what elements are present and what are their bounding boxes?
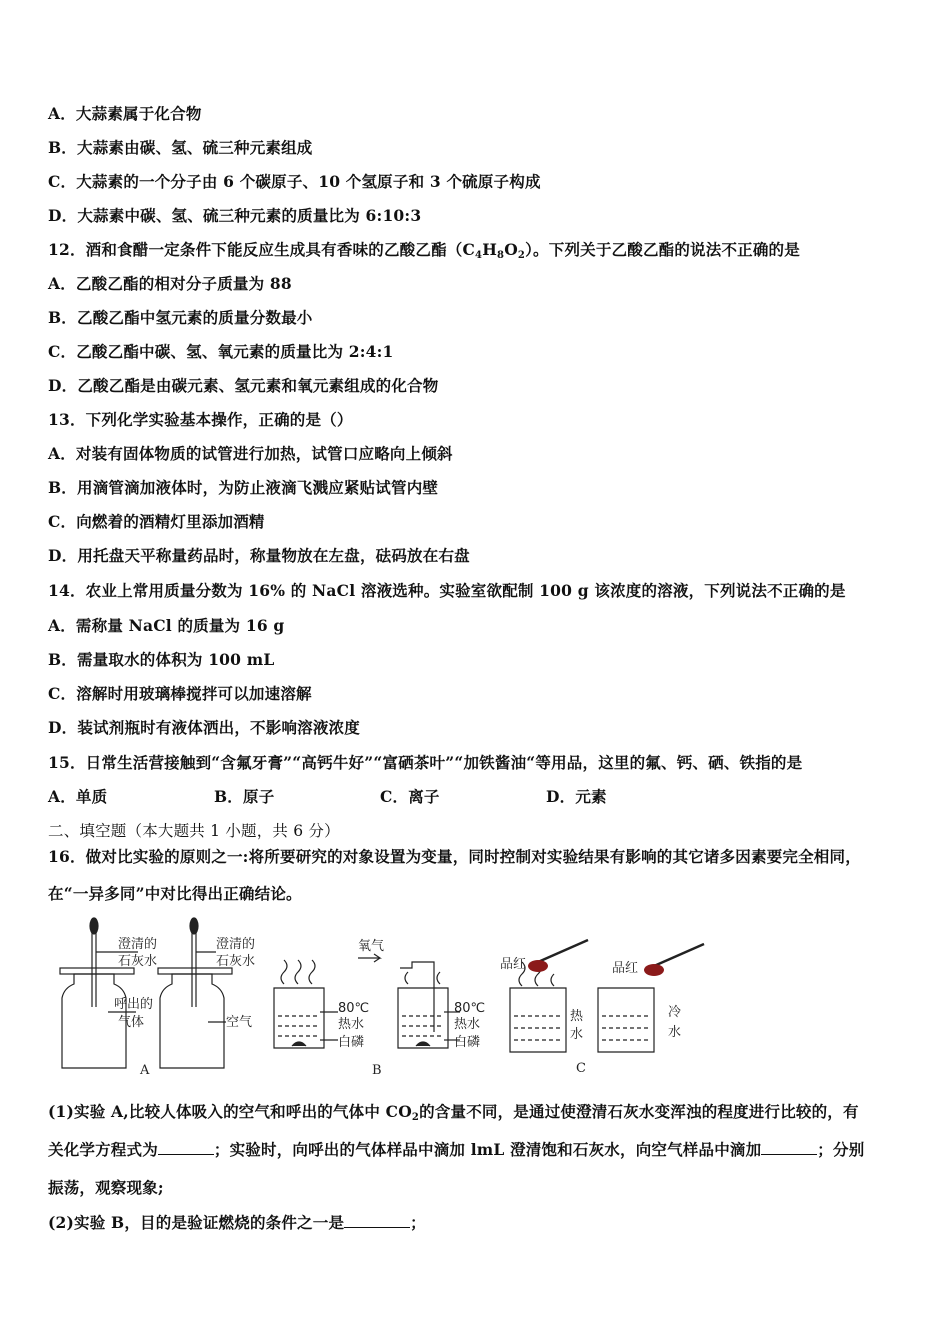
q12-option-c: C．乙酸乙酯中碳、氢、氧元素的质量比为 2:4:1 [48, 342, 394, 361]
q15-option-d: D．元素 [546, 787, 607, 806]
label-whitep-2: 白磷 [454, 1035, 481, 1050]
caption-c: C [576, 1061, 586, 1076]
q15-options [48, 785, 712, 807]
label-hot-2: 水 [570, 1027, 584, 1042]
dropper-bulb-1 [90, 918, 98, 934]
label-pinkdye-1: 品红 [500, 957, 527, 972]
oxygen-tube [400, 962, 434, 1032]
q16-part1-line2: 关化学方程式为 ；实验时，向呼出的气体样品中滴加 lmL 澄清饱和石灰水，向空气样品中滴加 ；分别 [48, 1140, 865, 1159]
q15-option-a: A．单质 [48, 787, 108, 806]
pink-dye-1 [528, 960, 548, 972]
arrow-icon [358, 954, 380, 962]
label-air: 空气 [226, 1015, 253, 1030]
q15-option-b: B．原子 [214, 787, 275, 806]
q11-option-a: A．大蒜素属于化合物 [48, 104, 202, 123]
q13-option-b: B．用滴管滴加液体时，为防止液滴飞溅应紧贴试管内壁 [48, 478, 439, 497]
q14-option-a: A．需称量 NaCl 的质量为 16 g [48, 616, 285, 635]
q16-stem-line1: 16．做对比实验的原则之一:将所要研究的对象设置为变量，同时控制对实验结果有影响的其它诸多因素要完全相同， [48, 847, 861, 866]
beaker-cold-water [598, 988, 654, 1052]
q14-stem: 14．农业上常用质量分数为 16% 的 NaCl 溶液选种。实验室欲配制 100 g 该浓度的溶液，下列说法不正确的是 [48, 581, 846, 600]
dropper-bulb-2 [190, 918, 198, 934]
label-temp-2: 80℃ [454, 1001, 486, 1016]
q13-option-c: C．向燃着的酒精灯里添加酒精 [48, 512, 265, 531]
caption-a: A [140, 1063, 150, 1078]
q12-option-b: B．乙酸乙酯中氢元素的质量分数最小 [48, 308, 313, 327]
label-cold-2: 水 [668, 1025, 682, 1040]
q11-option-b: B．大蒜素由碳、氢、硫三种元素组成 [48, 138, 313, 157]
beaker-b1 [274, 988, 324, 1048]
section-heading: 二、填空题（本大题共 1 小题，共 6 分） [48, 822, 340, 840]
q14-option-b: B．需量取水的体积为 100 mL [48, 650, 275, 669]
q13-stem: 13．下列化学实验基本操作，正确的是（） [48, 410, 353, 429]
label-hotwater-2: 热水 [454, 1017, 481, 1032]
gas-bottle-exhaled [62, 974, 126, 1068]
pink-dye-2 [644, 964, 664, 976]
label-exhaled-2: 气体 [118, 1015, 145, 1030]
q13-option-a: A．对装有固体物质的试管进行加热，试管口应略向上倾斜 [48, 444, 453, 463]
white-phosphorus-b2 [416, 1042, 430, 1046]
spoon-2 [654, 944, 704, 966]
q12-option-a: A．乙酸乙酯的相对分子质量为 88 [48, 274, 292, 293]
label-limewater-1b: 石灰水 [118, 954, 158, 969]
q15-stem: 15．日常生活营接触到“含氟牙膏”“高钙牛好”“富硒茶叶”“加铁酱油“等用品，这里的氟、钙、硒、铁指的是 [48, 753, 803, 772]
experiment-figure [48, 912, 748, 1082]
label-limewater-1: 澄清的 [118, 937, 158, 952]
label-temp-1: 80℃ [338, 1001, 370, 1016]
answer-blank-air-sample[interactable] [761, 1140, 817, 1155]
beaker-hot-water [510, 988, 566, 1052]
steam-b1 [281, 960, 315, 984]
q12-option-d: D．乙酸乙酯是由碳元素、氢元素和氧元素组成的化合物 [48, 376, 439, 395]
spoon-1 [538, 940, 588, 962]
label-exhaled-1: 呼出的 [114, 997, 154, 1012]
q16-part1-line1: (1)实验 A,比较人体吸入的空气和呼出的气体中 $CO_2$的含量不同，是通过使澄清石灰水变浑浊的程度进行比较的，有 [48, 1102, 859, 1123]
q14-option-c: C．溶解时用玻璃棒搅拌可以加速溶解 [48, 684, 312, 703]
q11-option-c: C．大蒜素的一个分子由 6 个碳原子、10 个氢原子和 3 个硫原子构成 [48, 172, 541, 191]
q16-part1-line3: 振荡，观察现象; [48, 1178, 164, 1197]
label-limewater-2: 澄清的 [216, 937, 256, 952]
answer-blank-combustion[interactable] [344, 1213, 410, 1228]
label-hotwater-1: 热水 [338, 1017, 365, 1032]
q14-option-d: D．装试剂瓶时有液体洒出，不影响溶液浓度 [48, 718, 360, 737]
label-cold-1: 冷 [668, 1005, 682, 1020]
label-oxygen: 氧气 [358, 939, 385, 954]
q13-option-d: D．用托盘天平称量药品时，称量物放在左盘，砝码放在右盘 [48, 546, 470, 565]
q12-stem: 12．酒和食醋一定条件下能反应生成具有香味的乙酸乙酯$(C_4H_8O_2)$。下列关于乙酸乙酯的说法不正确的是 [48, 240, 800, 261]
q16-part2: (2)实验 B，目的是验证燃烧的条件之一是 ； [48, 1213, 426, 1232]
caption-b: B [372, 1063, 382, 1078]
label-limewater-2b: 石灰水 [216, 954, 256, 969]
answer-blank-equation[interactable] [158, 1140, 214, 1155]
q11-option-d: D．大蒜素中碳、氢、硫三种元素的质量比为 6:10:3 [48, 206, 422, 225]
label-pinkdye-2: 品红 [612, 961, 639, 976]
q16-stem-line2: 在“一异多同”中对比得出正确结论。 [48, 884, 302, 903]
q15-option-c: C．离子 [380, 787, 440, 806]
label-hot-1: 热 [570, 1009, 584, 1024]
label-whitep-1: 白磷 [338, 1035, 365, 1050]
white-phosphorus-b1 [292, 1042, 306, 1046]
beaker-b2 [398, 988, 448, 1048]
